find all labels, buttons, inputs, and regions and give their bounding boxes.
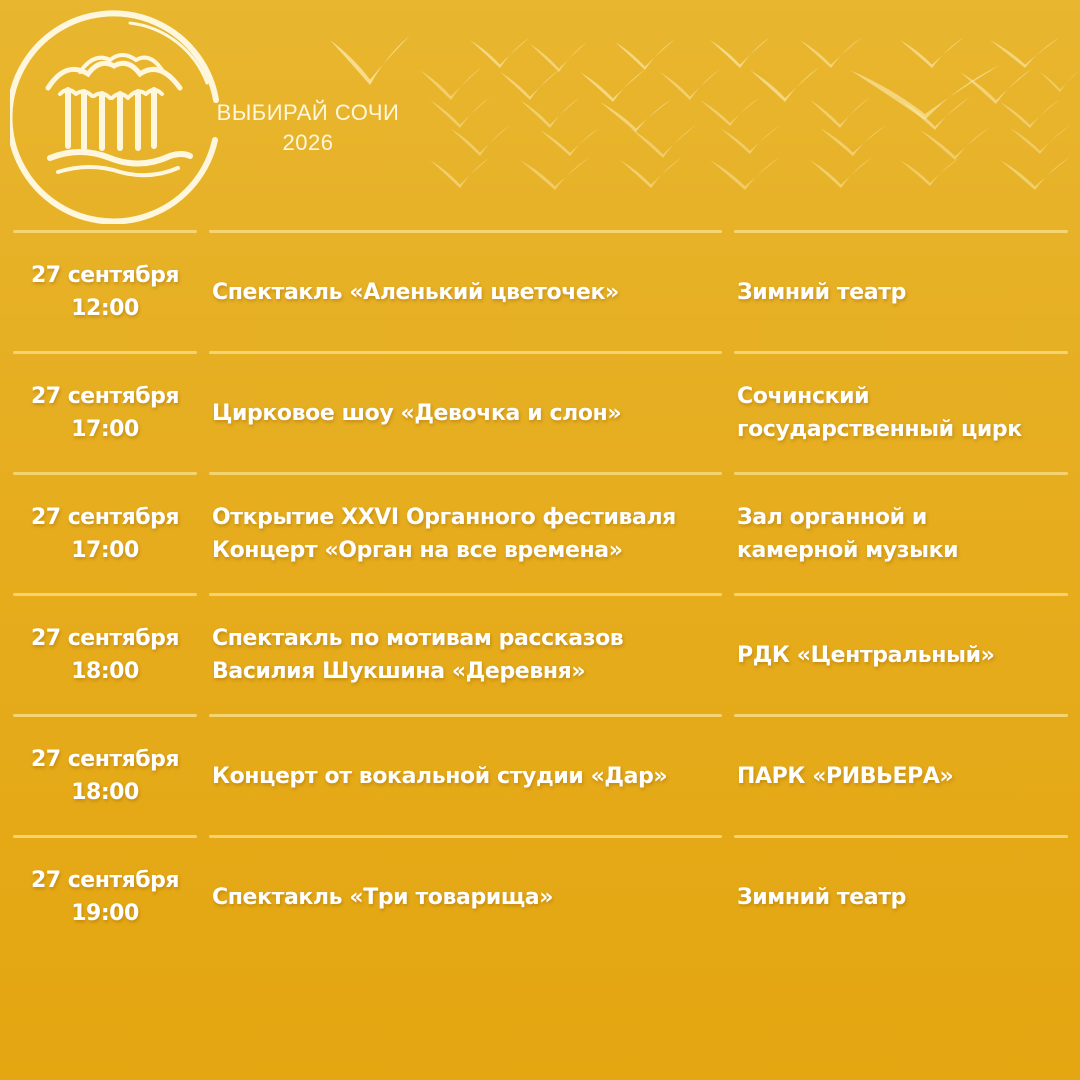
event-datetime — [13, 233, 197, 351]
brand-name: ВЫБИРАЙ СОЧИ — [216, 100, 400, 125]
event-title — [212, 596, 722, 714]
seagull-icon — [330, 36, 410, 86]
seagull-icon — [820, 125, 886, 156]
schedule-row — [0, 835, 1080, 956]
schedule-row — [0, 714, 1080, 835]
seagull-icon — [710, 157, 780, 190]
event-venue-line: камерной музыки — [737, 538, 959, 563]
seagull-icon — [450, 125, 510, 156]
event-time: 18:00 — [71, 780, 139, 805]
event-venue-line: ПАРК «РИВЬЕРА» — [737, 763, 954, 789]
seagull-icon — [1000, 99, 1060, 128]
event-time: 12:00 — [71, 296, 139, 321]
event-venue-line: государственный цирк — [737, 417, 1022, 442]
event-title-line: Концерт «Орган на все времена» — [212, 538, 623, 563]
event-title — [212, 717, 722, 835]
seagull-icon — [430, 157, 490, 188]
event-title-line: Цирковое шоу «Девочка и слон» — [212, 400, 622, 426]
seagull-icon — [810, 157, 872, 188]
schedule-row — [0, 472, 1080, 593]
brand-year: 2026 — [282, 130, 334, 155]
event-title-line: Открытие XXVI Органного фестиваля — [212, 505, 676, 530]
event-title — [212, 475, 722, 593]
seagull-icon — [500, 69, 560, 100]
seagull-icon — [990, 37, 1060, 68]
seagull-icon — [900, 37, 964, 68]
event-time: 17:00 — [71, 538, 139, 563]
event-venue-line: Сочинский — [737, 384, 870, 409]
seagull-icon — [630, 125, 696, 158]
seagull-icon — [810, 97, 870, 128]
event-datetime — [13, 838, 197, 956]
event-title-line: Спектакль по мотивам рассказов — [212, 626, 624, 651]
event-date: 27 сентября — [30, 747, 180, 772]
seagull-icon — [530, 41, 588, 72]
seagull-icon — [700, 97, 760, 126]
event-venue — [737, 717, 1073, 835]
events-schedule — [0, 230, 1080, 956]
event-title — [212, 354, 722, 472]
event-datetime — [13, 475, 197, 593]
event-time: 19:00 — [71, 901, 139, 926]
event-venue — [737, 354, 1073, 472]
event-date: 27 сентября — [30, 505, 180, 530]
event-venue — [737, 838, 1073, 956]
event-title-line: Концерт от вокальной студии «Дар» — [212, 763, 668, 789]
seagull-icon — [720, 125, 780, 154]
seagull-icon — [580, 69, 646, 102]
event-venue-line: Зимний театр — [737, 884, 906, 910]
seagull-icon — [470, 37, 530, 68]
event-venue — [737, 233, 1073, 351]
seagull-icon — [540, 127, 600, 156]
event-title-line: Василия Шукшина «Деревня» — [212, 659, 586, 684]
event-title — [212, 838, 722, 956]
event-venue — [737, 475, 1073, 593]
event-title — [212, 233, 722, 351]
seagull-icon — [1000, 157, 1070, 190]
event-time: 18:00 — [71, 659, 139, 684]
seagull-icon — [710, 37, 770, 68]
event-title-line: Спектакль «Аленький цветочек» — [212, 279, 619, 305]
event-datetime — [13, 596, 197, 714]
seagull-icon — [620, 157, 682, 188]
event-title-line: Спектакль «Три товарища» — [212, 884, 554, 910]
schedule-row — [0, 351, 1080, 472]
schedule-row — [0, 593, 1080, 714]
event-venue-line: Зимний театр — [737, 279, 906, 305]
event-datetime — [13, 717, 197, 835]
seagull-icon — [600, 99, 672, 132]
event-venue — [737, 596, 1073, 714]
seagull-icon — [900, 157, 960, 186]
seagull-icon — [800, 37, 862, 68]
event-date: 27 сентября — [30, 868, 180, 893]
seagull-icon — [430, 97, 490, 128]
seagull-icon — [615, 39, 675, 70]
seagull-icon — [750, 67, 820, 102]
seagull-icon — [850, 65, 1000, 120]
seagull-icon — [520, 157, 590, 190]
event-datetime — [13, 354, 197, 472]
seagull-icon — [520, 97, 580, 128]
event-date: 27 сентября — [30, 263, 180, 288]
event-venue-line: Зал органной и — [737, 505, 927, 530]
seagull-icon — [1040, 70, 1080, 92]
event-venue-line: РДК «Центральный» — [737, 642, 995, 668]
arch-colonnade-logo-icon — [10, 8, 226, 224]
seagull-icon — [660, 69, 720, 100]
brand-title — [198, 98, 418, 158]
event-date: 27 сентября — [30, 384, 180, 409]
seagull-icon — [960, 69, 1032, 104]
seagull-icon — [900, 97, 970, 130]
schedule-row — [0, 230, 1080, 351]
event-date: 27 сентября — [30, 626, 180, 651]
event-time: 17:00 — [71, 417, 139, 442]
seagull-icon — [920, 127, 990, 160]
seagull-icon — [1010, 125, 1070, 154]
seagull-icon — [420, 67, 482, 100]
